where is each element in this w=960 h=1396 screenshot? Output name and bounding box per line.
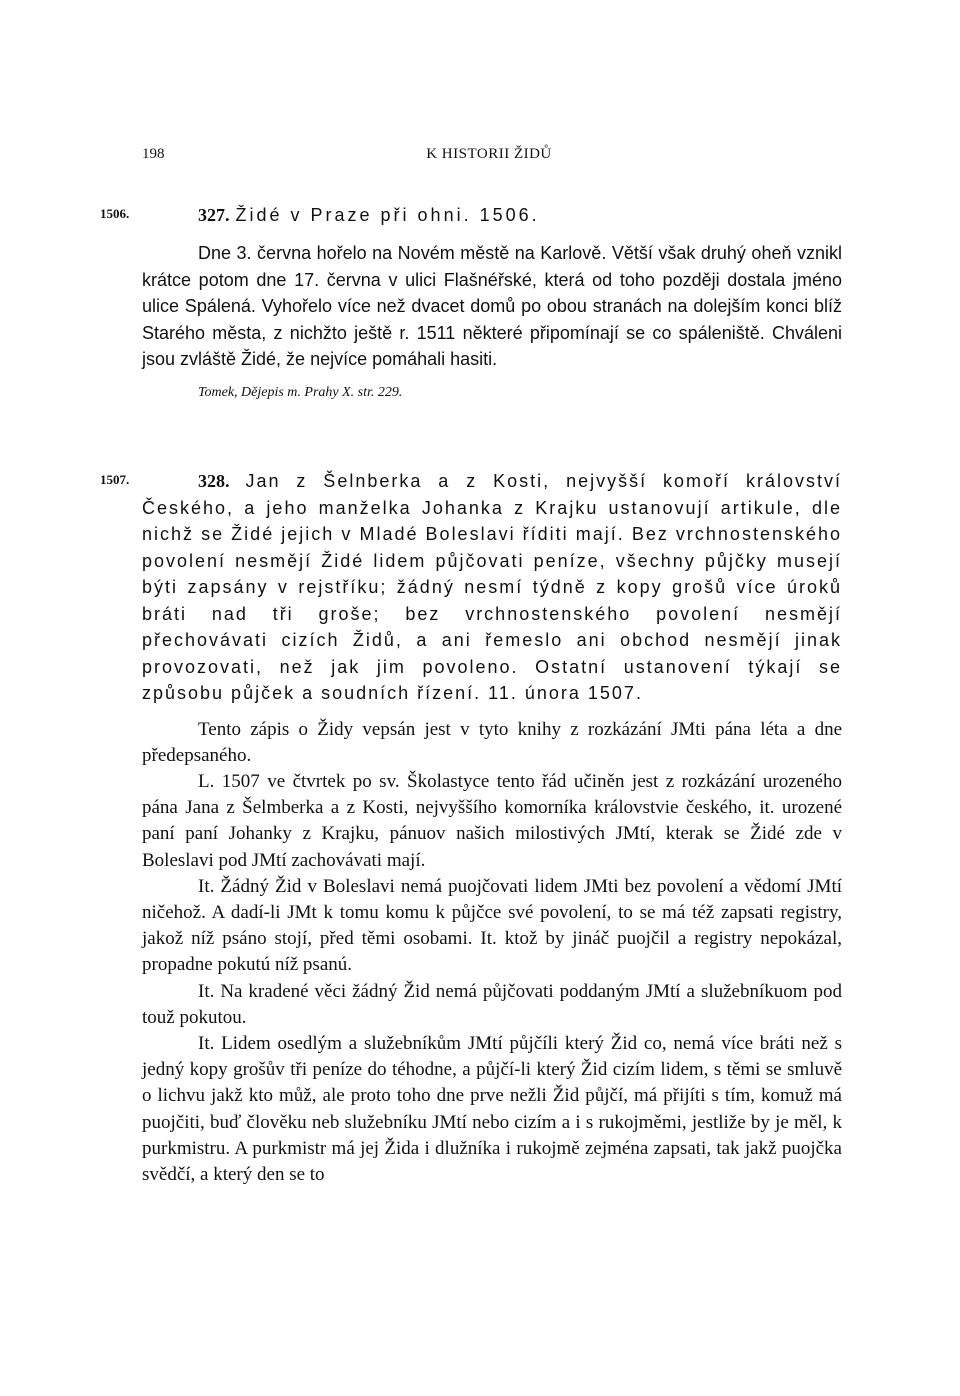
summary-text: Jan z Šelnberka a z Kosti, nejvyšší komoří království Českého, a jeho manželka Johanka z Krajku ustanovují artikule, dle nichž se Židé jejich v Mladé Boleslavi říditi mají. Bez vrchnostenského povolení nesmějí Židé lidem půjčovati peníze, všechny půjčky musejí býti zapsány v rejstříku; žádný nesmí týdně z kopy grošů více úroků bráti nad tři groše; bez vrchnostenského povolení nesmějí přechovávati cizích Židů, a ani řemeslo ani obchod nesmějí jinak provozovati, než jak jim povoleno. Ostatní ustanovení týkají se způsobu půjček a soudních řízení. 11. února 1507. xyxy=(142,471,842,703)
transcription-paragraph: L. 1507 ve čtvrtek po sv. Školastyce tento řád učiněn jest z rozkázání urozeného pána Jana z Šelmberka a z Kosti, nejvyššího komorníka královstvie českého, it. urozené paní paní Johanky z Krajku, pánuov našich milostivých JMtí, kterak se Židé zde v Boleslavi pod JMtí zachovávati mají. xyxy=(142,770,842,871)
transcription-paragraph: Tento zápis o Židy vepsán jest v tyto knihy z rozkázání JMti pána léta a dne předepsaného. xyxy=(142,718,842,766)
transcription-paragraph: It. Na kradené věci žádný Žid nemá půjčovati poddaným JMtí a služebníkuom pod touž pokutou. xyxy=(142,980,842,1028)
entry-title xyxy=(198,202,842,228)
margin-year: 1507. xyxy=(100,472,130,487)
entry-heading: Židé v Praze při ohni. 1506. xyxy=(235,205,540,225)
entry-327 xyxy=(100,202,842,401)
page-number: 198 xyxy=(142,146,165,162)
entry-number: 328. xyxy=(198,471,230,491)
entry-text: Dne 3. června hořelo na Novém městě na Karlově. Větší však druhý oheň vznikl krátce potom dne 17. června v ulici Flašnéřské, která od toho později dostala jméno ulice Spálená. Vyhořelo více než dvacet domů po obou stranách na dolejším konci blíž Starého města, z nichžto ještě r. 1511 některé připomínají se co spáleniště. Chváleni jsou zvláště Židé, že nejvíce pomáhali hasiti. xyxy=(142,243,842,369)
citation: Tomek, Dějepis m. Prahy X. str. 229. xyxy=(198,384,403,400)
entry-summary xyxy=(142,468,842,707)
running-title: K HISTORII ŽIDŮ xyxy=(426,146,552,162)
transcription-paragraph: It. Lidem osedlým a služebníkům JMtí půjčíli který Žid co, nemá více bráti než s jedný kopy grošův tři peníze do téhodne, a půjčí-li který Žid cizím lidem, s těmi se smluvě o lichvu jakž kto můž, ale proto toho dne prve nežli Žid půjčí, má přijíti s tím, komuž má puojčiti, buď člověku neb služebníku JMtí nebo cizím a i s rukojměmi, jestliže by je měl, k purkmistru. A purkmistr má jej Žida i dlužníka i rukojmě zejména zapsati, tak jakž puojčka svědčí, a který den se to xyxy=(142,1032,842,1185)
document-transcription xyxy=(142,717,842,1189)
margin-year: 1506. xyxy=(100,206,130,221)
entry-number: 327. xyxy=(198,205,230,225)
transcription-paragraph: It. Žádný Žid v Boleslavi nemá puojčovati lidem JMti bez povolení a vědomí JMtí ničehož. A dadí-li JMt k tomu komu k půjčce své povolení, to se má též zapsati registry, jakož níž psáno stojí, před těmi osobami. It. ktož by jináč puojčil a registry nepokázal, propadne pokutú níž psanú. xyxy=(142,875,842,976)
entry-328 xyxy=(100,468,842,1188)
